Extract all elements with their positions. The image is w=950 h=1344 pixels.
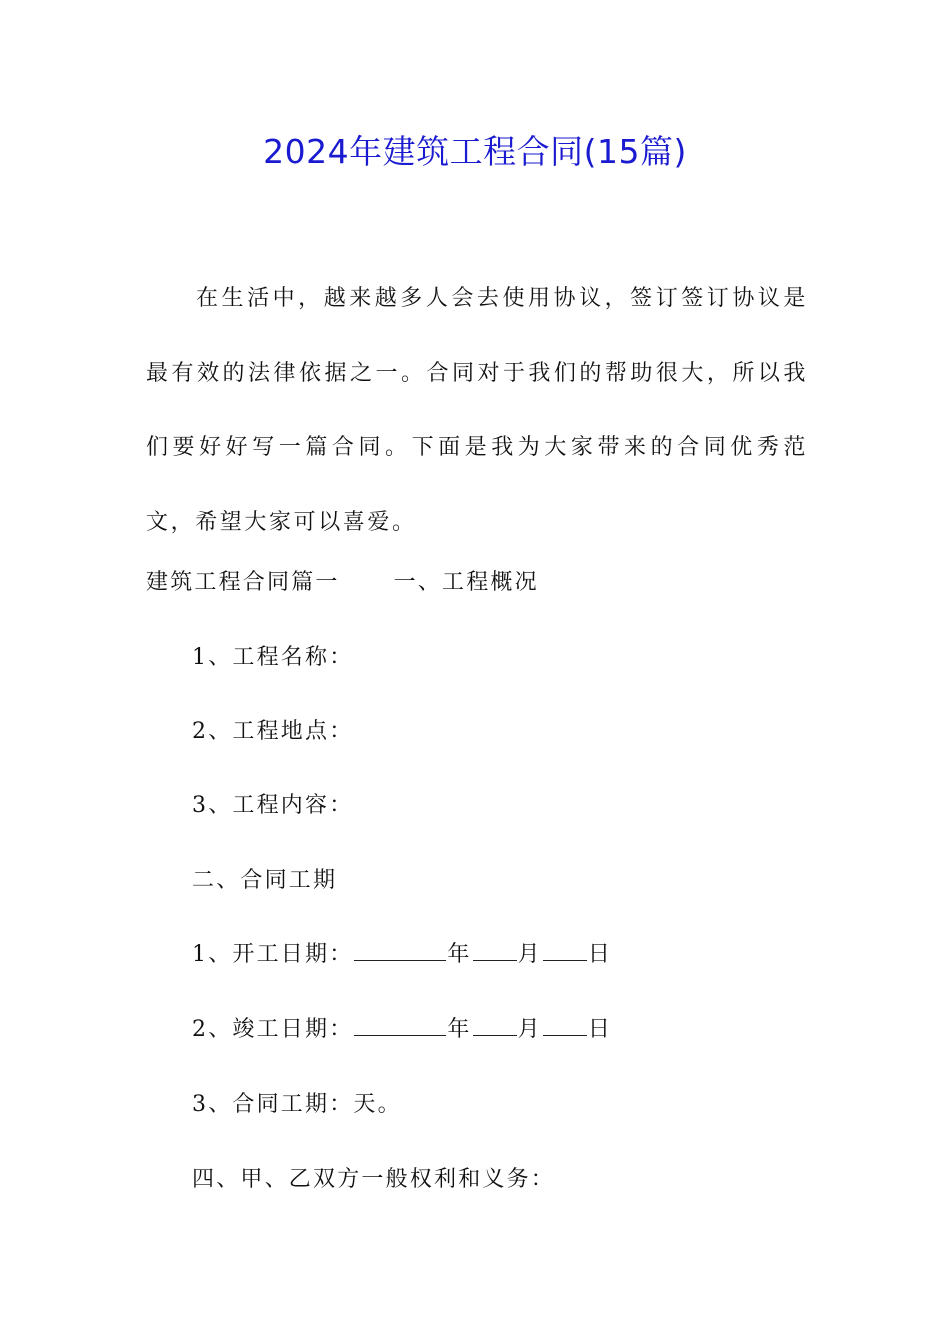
end-date-line (192, 1010, 612, 1050)
start-month-blank (473, 936, 517, 961)
end-month-blank (473, 1011, 517, 1036)
end-date-label: 2、竣工日期： (192, 1017, 354, 1042)
start-date-line (192, 935, 612, 975)
start-day-blank (543, 936, 587, 961)
contract-duration: 3、合同工期：天。 (192, 1092, 402, 1117)
document-title: 2024年建筑工程合同(15篇) (263, 132, 687, 171)
item-project-content: 3、工程内容： (192, 793, 354, 818)
start-year-unit: 年 (447, 942, 472, 967)
section-heading-line (146, 563, 539, 603)
section-heading: 建筑工程合同篇一 (146, 570, 340, 595)
start-date-label: 1、开工日期： (192, 942, 354, 967)
end-day-blank (543, 1011, 587, 1036)
rights-obligations-heading: 四、甲、乙双方一般权利和义务： (192, 1167, 556, 1192)
contract-period-heading: 二、合同工期 (192, 868, 338, 893)
end-day-unit: 日 (587, 1017, 613, 1042)
start-year-blank (354, 936, 446, 961)
start-day-unit: 日 (587, 942, 613, 967)
start-month-unit: 月 (517, 942, 542, 967)
end-month-unit: 月 (517, 1017, 542, 1042)
end-year-unit: 年 (447, 1017, 472, 1042)
section-subheading: 一、工程概况 (393, 570, 539, 595)
item-project-name: 1、工程名称： (192, 645, 354, 670)
intro-paragraph: 在生活中，越来越多人会去使用协议，签订签订协议是最有效的法律依据之一。合同对于我们的帮助很大，所以我们要好好写一篇合同。下面是我为大家带来的合同优秀范文，希望大家可以喜爱。 (146, 286, 808, 535)
end-year-blank (354, 1011, 446, 1036)
item-project-location: 2、工程地点： (192, 719, 354, 744)
